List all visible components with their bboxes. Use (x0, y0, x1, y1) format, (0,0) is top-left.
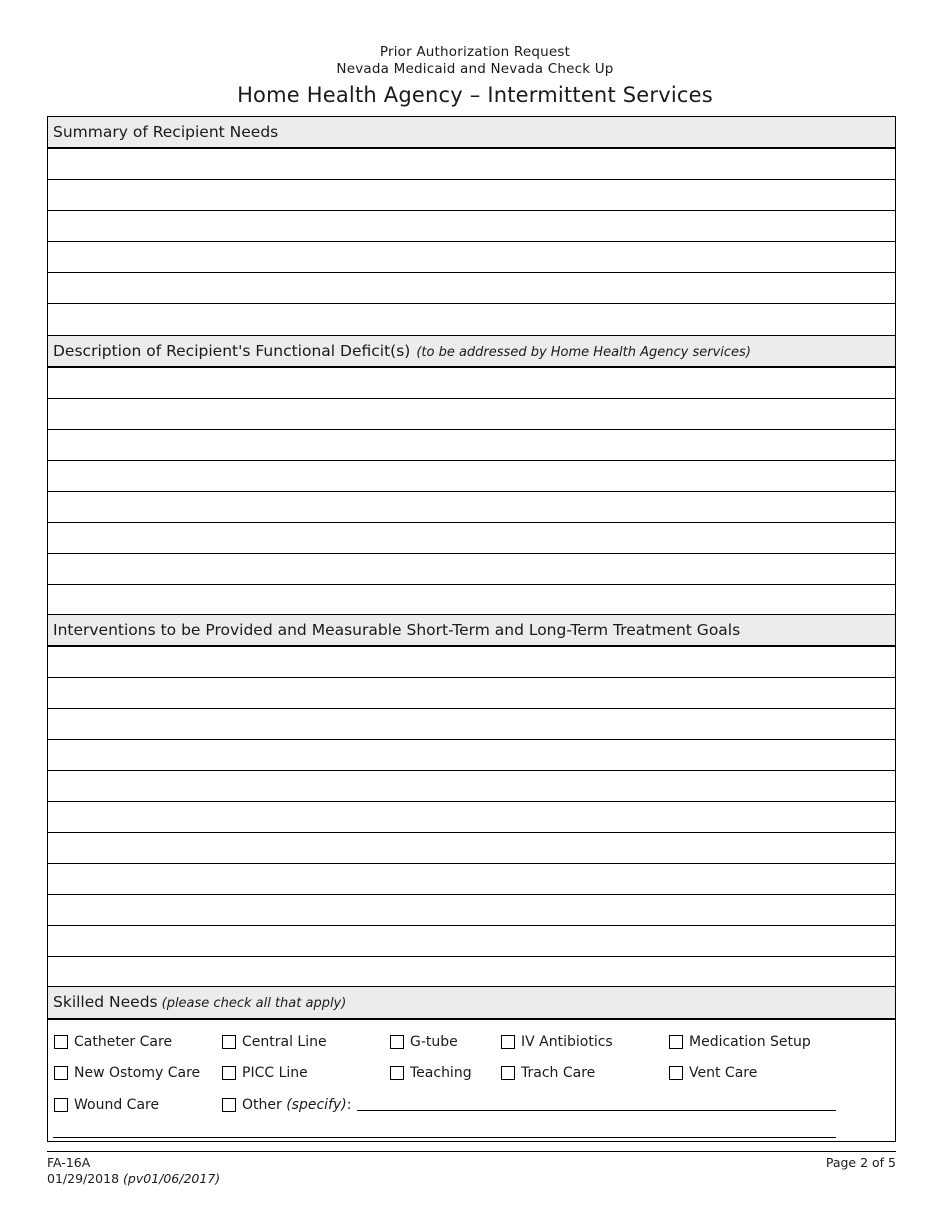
checkbox-picc-line[interactable] (222, 1064, 308, 1082)
deficit-line-2[interactable] (48, 399, 895, 430)
section-skilled-label: Skilled Needs (53, 993, 158, 1011)
interventions-line-11[interactable] (48, 957, 895, 987)
interventions-line-8[interactable] (48, 864, 895, 895)
deficit-line-7[interactable] (48, 554, 895, 585)
checkbox-box[interactable] (54, 1035, 68, 1049)
form-date: 01/29/2018 (47, 1171, 120, 1186)
other-colon: : (346, 1097, 352, 1113)
footer-form-info (47, 1155, 220, 1187)
checkbox-label: Teaching (410, 1065, 472, 1081)
form-header (0, 44, 950, 108)
interventions-line-9[interactable] (48, 895, 895, 926)
summary-line-5[interactable] (48, 273, 895, 304)
checkbox-box[interactable] (669, 1035, 683, 1049)
interventions-line-10[interactable] (48, 926, 895, 957)
checkbox-g-tube[interactable] (390, 1033, 458, 1051)
section-summary-label: Summary of Recipient Needs (53, 123, 279, 141)
previous-version: (pv01/06/2017) (123, 1171, 221, 1186)
summary-line-2[interactable] (48, 180, 895, 211)
checkbox-box[interactable] (54, 1066, 68, 1080)
checkbox-box[interactable] (501, 1066, 515, 1080)
interventions-line-7[interactable] (48, 833, 895, 864)
summary-line-6[interactable] (48, 304, 895, 335)
checkbox-iv-antibiotics[interactable] (501, 1033, 613, 1051)
section-interventions-label: Interventions to be Provided and Measurable Short-Term and Long-Term Treatment Goals (53, 621, 741, 639)
checkbox-label: IV Antibiotics (521, 1034, 613, 1050)
checkbox-label: Medication Setup (689, 1034, 811, 1050)
section-deficit-label: Description of Recipient's Functional Deficit(s) (53, 342, 411, 360)
checkbox-label: G-tube (410, 1034, 458, 1050)
interventions-line-4[interactable] (48, 740, 895, 771)
checkbox-catheter-care[interactable] (54, 1033, 172, 1051)
section-summary-header (48, 117, 895, 149)
deficit-line-5[interactable] (48, 492, 895, 523)
summary-line-1[interactable] (48, 149, 895, 180)
checkbox-wound-care[interactable] (54, 1096, 159, 1114)
other-specify-field-continued[interactable] (53, 1137, 836, 1138)
summary-line-3[interactable] (48, 211, 895, 242)
interventions-line-2[interactable] (48, 678, 895, 709)
checkbox-label: Vent Care (689, 1065, 758, 1081)
interventions-line-6[interactable] (48, 802, 895, 833)
checkbox-label: Wound Care (74, 1097, 160, 1113)
checkbox-box[interactable] (390, 1035, 404, 1049)
section-skilled-header (48, 986, 895, 1020)
checkbox-trach-care[interactable] (501, 1064, 595, 1082)
deficit-line-1[interactable] (48, 368, 895, 399)
footer-divider (47, 1151, 896, 1152)
summary-line-4[interactable] (48, 242, 895, 273)
checkbox-box[interactable] (222, 1066, 236, 1080)
checkbox-central-line[interactable] (222, 1033, 327, 1051)
page-number: Page 2 of 5 (825, 1155, 896, 1170)
interventions-line-3[interactable] (48, 709, 895, 740)
checkbox-box[interactable] (54, 1098, 68, 1112)
skilled-needs-checklist (48, 1020, 895, 1141)
checkbox-vent-care[interactable] (669, 1064, 757, 1082)
other-specify-note: (specify) (286, 1097, 347, 1113)
other-specify-field[interactable] (357, 1110, 836, 1111)
deficit-line-3[interactable] (48, 430, 895, 461)
checkbox-box[interactable] (390, 1066, 404, 1080)
checkbox-other[interactable] (222, 1096, 351, 1114)
checkbox-label: Central Line (242, 1034, 327, 1050)
deficit-line-4[interactable] (48, 461, 895, 492)
checkbox-label: New Ostomy Care (74, 1065, 201, 1081)
deficit-line-6[interactable] (48, 523, 895, 554)
section-deficit-header (48, 335, 895, 368)
checkbox-label: Trach Care (521, 1065, 596, 1081)
checkbox-box[interactable] (222, 1098, 236, 1112)
checkbox-box[interactable] (501, 1035, 515, 1049)
interventions-line-1[interactable] (48, 647, 895, 678)
checkbox-label: PICC Line (242, 1065, 308, 1081)
section-interventions-header (48, 614, 895, 647)
checkbox-box[interactable] (222, 1035, 236, 1049)
deficit-line-8[interactable] (48, 585, 895, 615)
section-deficit-note: (to be addressed by Home Health Agency services) (416, 345, 751, 360)
checkbox-medication-setup[interactable] (669, 1033, 811, 1051)
header-line-1: Prior Authorization Request (379, 44, 571, 60)
checkbox-box[interactable] (669, 1066, 683, 1080)
page-title: Home Health Agency – Intermittent Services (237, 83, 713, 107)
checkbox-new-ostomy-care[interactable] (54, 1064, 200, 1082)
checkbox-label: Other (242, 1097, 282, 1113)
section-skilled-note: (please check all that apply) (161, 996, 347, 1011)
form-id: FA-16A (47, 1155, 91, 1170)
form-table (47, 116, 896, 1142)
checkbox-label: Catheter Care (74, 1034, 173, 1050)
header-line-2: Nevada Medicaid and Nevada Check Up (336, 61, 614, 77)
interventions-line-5[interactable] (48, 771, 895, 802)
checkbox-teaching[interactable] (390, 1064, 472, 1082)
